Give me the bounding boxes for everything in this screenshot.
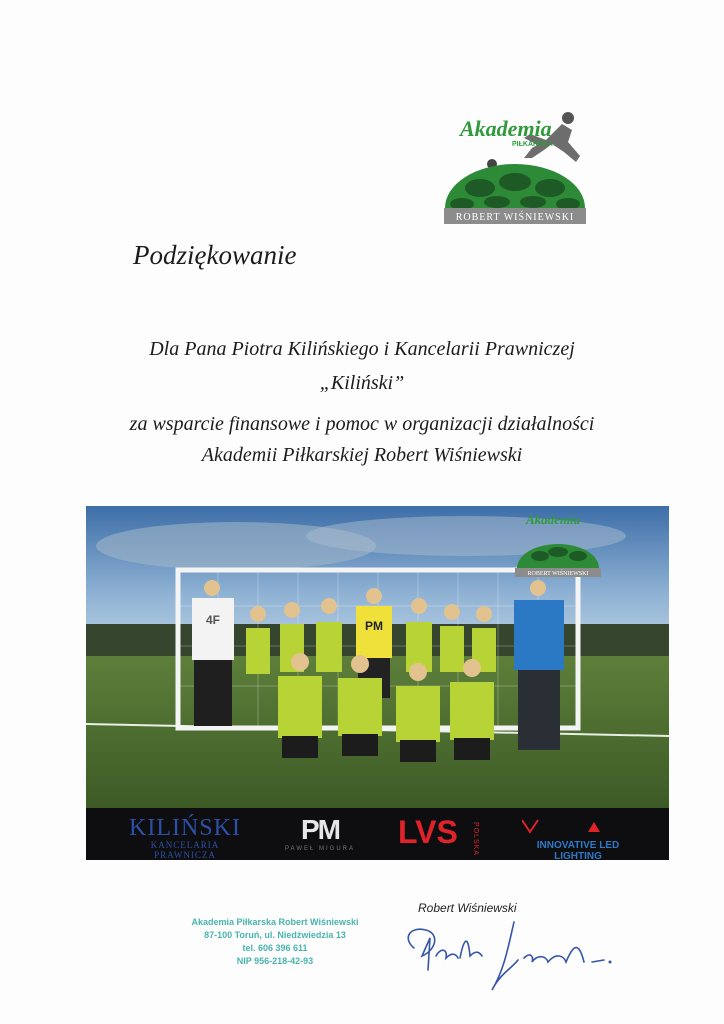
- coach-shirt-mark: 4F: [205, 613, 221, 627]
- stamp-line: Akademia Piłkarska Robert Wiśniewski: [191, 917, 359, 927]
- ball-dome: [445, 164, 585, 210]
- dedication-line-4: Akademii Piłkarskiej Robert Wiśniewski: [201, 444, 523, 466]
- logo-banner-text: ROBERT WIŚNIEWSKI: [455, 212, 575, 223]
- sponsor-pm-sub: PAWEŁ MIGURA: [284, 846, 355, 852]
- led-logo-mark: [522, 818, 622, 834]
- sponsor-lvs-sub: POLSKA: [472, 822, 479, 857]
- sponsor-bar: [86, 808, 669, 860]
- signer-name: Robert Wiśniewski: [418, 901, 517, 915]
- dedication-line-1: Dla Pana Piotra Kilińskiego i Kancelarii Prawniczej: [149, 338, 575, 360]
- photo-academy-logo: [512, 508, 604, 578]
- document-title: Podziękowanie: [133, 240, 297, 270]
- company-stamp: [184, 916, 366, 968]
- academy-logo: [440, 108, 590, 226]
- sponsor-led: INNOVATIVE LED LIGHTING: [536, 840, 620, 862]
- dedication-line-3: za wsparcie finansowe i pomoc w organizacji działalności: [129, 413, 595, 435]
- stamp-line: NIP 956-218-42-93: [236, 956, 314, 966]
- photo-logo-name: Akademia: [526, 512, 581, 527]
- sponsor-kilinski-sub: KANCELARIA PRAWNICZA: [150, 840, 220, 860]
- sponsor-kilinski: KILIŃSKI: [129, 815, 241, 841]
- photo-logo-banner: ROBERT WIŚNIEWSKI: [527, 571, 589, 577]
- stamp-line: tel. 606 396 611: [242, 943, 308, 953]
- sponsor-pm: PM: [301, 814, 339, 845]
- stamp-line: 87-100 Toruń, ul. Niedźwiedzia 13: [204, 930, 346, 940]
- goalkeeper-shirt-mark: PM: [365, 619, 383, 633]
- logo-subname: PIŁKARSKA: [512, 141, 553, 148]
- sponsor-lvs: LVS: [398, 814, 458, 850]
- logo-name: Akademia: [460, 116, 552, 141]
- dedication-line-2: „Kiliński”: [319, 372, 405, 394]
- signature-mark: [396, 908, 626, 998]
